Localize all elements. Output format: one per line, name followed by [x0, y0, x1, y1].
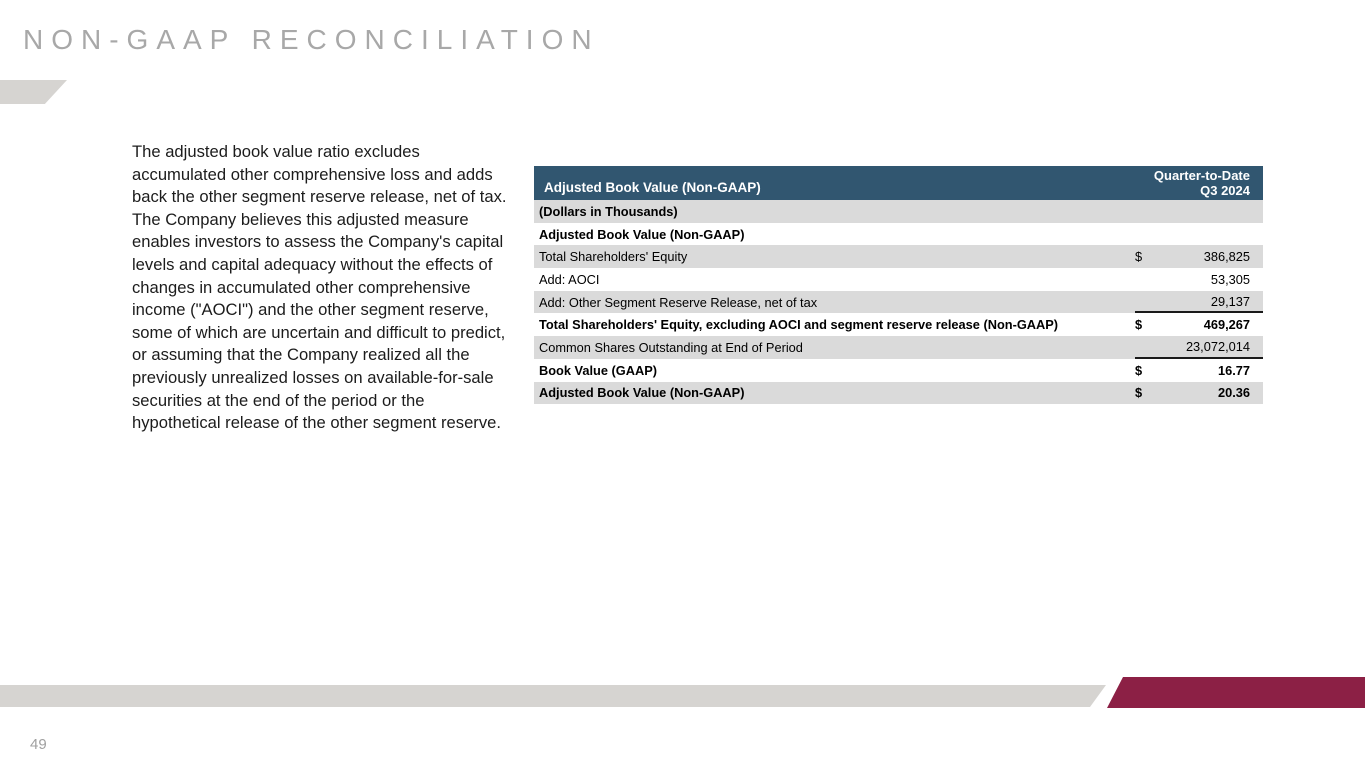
row-values	[1135, 359, 1263, 382]
footer-gray-bar	[0, 685, 1106, 707]
page-number: 49	[30, 736, 47, 753]
table-row	[534, 382, 1263, 405]
row-amount: 20.36	[1217, 385, 1250, 401]
reconciliation-table	[534, 166, 1263, 404]
period-line-1: Quarter-to-Date	[1153, 168, 1250, 183]
row-amount: 23,072,014	[1185, 338, 1250, 354]
row-label: Add: AOCI	[539, 271, 600, 287]
row-label: Total Shareholders' Equity	[539, 249, 688, 265]
table-row	[534, 313, 1263, 336]
dollar-sign: $	[1135, 249, 1143, 265]
row-label: (Dollars in Thousands)	[539, 203, 678, 219]
row-values	[1135, 268, 1263, 291]
row-label: Adjusted Book Value (Non-GAAP)	[539, 385, 745, 401]
row-label: Adjusted Book Value (Non-GAAP)	[539, 226, 745, 242]
top-left-accent-shape	[0, 80, 67, 104]
table-row	[534, 245, 1263, 268]
row-label: Book Value (GAAP)	[539, 362, 658, 378]
body-paragraph: The adjusted book value ratio excludes accumulated other comprehensive loss and adds back the other segment reserve release, net of tax. The Company believes this adjusted measure enables investors to assess the Company's capital levels and capital adequacy without the effects of changes in accumulated other comprehensive income ("AOCI") and the other segment reserve, some of which are uncertain and difficult to predict, or assuming that the Company realized all the previously unrealized losses on available-for-sale securities at the end of the period or the hypothetical release of the other segment reserve.	[132, 142, 507, 433]
period-line-2: Q3 2024	[1200, 182, 1250, 198]
row-amount: 16.77	[1217, 362, 1250, 378]
row-values	[1135, 291, 1263, 314]
dollar-sign: $	[1135, 317, 1143, 333]
row-label: Add: Other Segment Reserve Release, net of tax	[539, 294, 818, 310]
row-values	[1135, 336, 1263, 359]
row-values	[1135, 200, 1263, 223]
page-title: NON-GAAP RECONCILIATION	[23, 24, 600, 55]
footer-accent-bar	[1107, 677, 1365, 708]
row-values	[1135, 382, 1263, 405]
table-header-title: Adjusted Book Value (Non-GAAP)	[544, 180, 761, 195]
row-amount: 386,825	[1203, 249, 1250, 265]
table-header-row	[534, 166, 1263, 200]
row-amount: 53,305	[1210, 271, 1250, 287]
dollar-sign: $	[1135, 385, 1143, 401]
table-row	[534, 291, 1263, 314]
row-label: Total Shareholders' Equity, excluding AOCI and segment reserve release (Non-GAAP)	[539, 317, 1059, 333]
row-amount: 29,137	[1210, 293, 1250, 309]
table-row	[534, 223, 1263, 246]
table-rows	[534, 200, 1263, 404]
row-label: Common Shares Outstanding at End of Period	[539, 339, 803, 355]
row-amount: 469,267	[1203, 317, 1250, 333]
table-row	[534, 359, 1263, 382]
row-values	[1135, 245, 1263, 268]
table-header-period	[1123, 166, 1263, 200]
row-values	[1135, 313, 1263, 336]
row-values	[1135, 223, 1263, 246]
table-row	[534, 200, 1263, 223]
table-row	[534, 268, 1263, 291]
table-row	[534, 336, 1263, 359]
dollar-sign: $	[1135, 362, 1143, 378]
